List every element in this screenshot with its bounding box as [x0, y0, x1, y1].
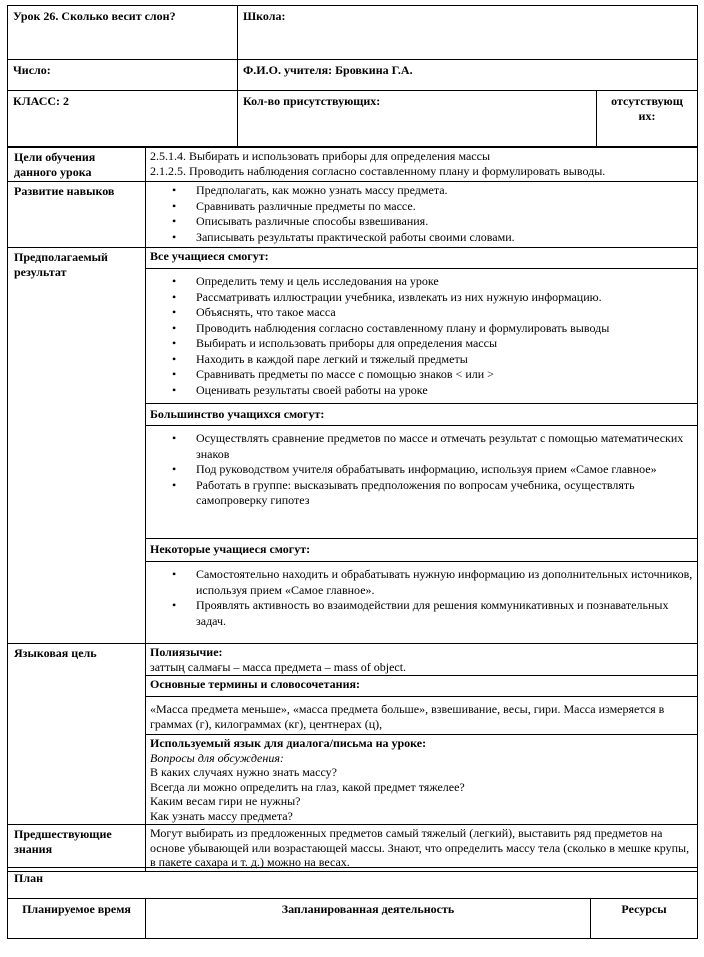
all-students-heading: Все учащиеся смогут: — [146, 248, 698, 269]
language-label: Языковая цель — [8, 644, 146, 825]
some-students-cell — [146, 562, 698, 644]
present-field: Кол-во присутствующих: — [238, 91, 597, 147]
lesson-plan-table — [7, 147, 698, 872]
terms-heading: Основные термины и словосочетания: — [146, 676, 698, 697]
result-item: • Осуществлять сравнение предметов по массе и отмечать результат с помощью математических знаков — [196, 431, 693, 462]
plan-col-activity: Запланированная деятельность — [146, 899, 591, 939]
skill-item: • Записывать результаты практической работы своими словами. — [196, 230, 693, 246]
result-item: • Работать в группе: высказывать предположения по вопросам учебника, осуществлять самопроверку гипотез — [196, 478, 693, 509]
plan-col-resources: Ресурсы — [591, 899, 698, 939]
result-item: • Выбирать и использовать приборы для определения массы — [196, 336, 693, 352]
questions-heading: Вопросы для обсуждения: — [150, 750, 284, 765]
goals-label: Цели обучения данного урока — [8, 148, 146, 182]
result-item: • Самостоятельно находить и обрабатывать нужную информацию из дополнительных источников, используя прием «Самое главное». — [196, 567, 693, 598]
plan-col-time: Планируемое время — [8, 899, 146, 939]
result-item: • Проводить наблюдения согласно составленному плану и формулировать выводы — [196, 321, 693, 337]
skill-item: • Описывать различные способы взвешивания. — [196, 214, 693, 230]
prior-knowledge-label: Предшествующие знания — [8, 825, 146, 872]
class-field: КЛАСС: 2 — [8, 91, 238, 147]
prior-knowledge-text: Могут выбирать из предложенных предметов самый тяжелый (легкий), выставить ряд предметов на основе убывающей или возрастающей массы. Знают, что определить массу тела (сколько в мешке крупы, в пакете сахара и т. д.) можно на весах. — [146, 825, 698, 872]
most-students-list — [150, 431, 693, 509]
most-students-cell — [146, 426, 698, 539]
goal-item: 2.5.1.4. Выбирать и использовать приборы для определения массы — [150, 149, 491, 163]
result-item: • Сравнивать предметы по массе с помощью знаков < или > — [196, 367, 693, 383]
plan-table — [7, 867, 698, 939]
skill-item: • Сравнивать различные предметы по массе. — [196, 199, 693, 215]
terms-text: «Масса предмета меньше», «масса предмета больше», взвешивание, весы, гири. Масса измеряется в граммах (г), килограммах (кг), центнерах (ц), — [146, 697, 698, 735]
school-field: Школа: — [238, 6, 698, 60]
skill-item: • Предполагать, как можно узнать массу предмета. — [196, 183, 693, 199]
date-field: Число: — [8, 60, 238, 91]
dialog-cell — [146, 735, 698, 825]
result-item: • Проявлять активность во взаимодействии для решения коммуникативных и познавательных задач. — [196, 598, 693, 629]
result-item: • Находить в каждой паре легкий и тяжелый предметы — [196, 352, 693, 368]
result-label: Предполагаемый результат — [8, 248, 146, 644]
result-item: • Рассматривать иллюстрации учебника, извлекать из них нужную информацию. — [196, 290, 693, 306]
goals-cell — [146, 148, 698, 182]
polylingual-heading: Полиязычие: — [150, 645, 223, 659]
result-item: • Оценивать результаты своей работы на уроке — [196, 383, 693, 399]
question-item: Как узнать массу предмета? — [150, 808, 293, 823]
question-item: Всегда ли можно определить на глаз, какой предмет тяжелее? — [150, 779, 465, 794]
most-students-heading: Большинство учащихся смогут: — [146, 404, 698, 426]
lesson-title: Урок 26. Сколько весит слон? — [8, 6, 238, 60]
question-item: Каким весам гири не нужны? — [150, 794, 301, 808]
result-item: • Определить тему и цель исследования на уроке — [196, 274, 693, 290]
teacher-field: Ф.И.О. учителя: Бровкина Г.А. — [238, 60, 698, 91]
lesson-header-table — [7, 5, 698, 147]
all-students-list — [150, 274, 693, 398]
question-item: В каких случаях нужно знать массу? — [150, 765, 337, 779]
all-students-cell — [146, 269, 698, 404]
skills-cell — [146, 182, 698, 248]
some-students-heading: Некоторые учащиеся смогут: — [146, 539, 698, 562]
skills-list — [150, 183, 693, 245]
plan-label: План — [8, 868, 698, 899]
some-students-list — [150, 567, 693, 629]
polylingual-cell — [146, 644, 698, 676]
goal-item: 2.1.2.5. Проводить наблюдения согласно составленному плану и формулировать выводы. — [150, 163, 606, 178]
result-item: • Под руководством учителя обрабатывать информацию, используя прием «Самое главное» — [196, 462, 693, 478]
absent-field: отсутствующ их: — [597, 91, 698, 147]
result-item: • Объяснять, что такое масса — [196, 305, 693, 321]
dialog-heading: Используемый язык для диалога/письма на уроке: — [150, 736, 427, 750]
polylingual-text: заттың салмағы – масса предмета – mass of object. — [150, 659, 407, 674]
skills-label: Развитие навыков — [8, 182, 146, 248]
